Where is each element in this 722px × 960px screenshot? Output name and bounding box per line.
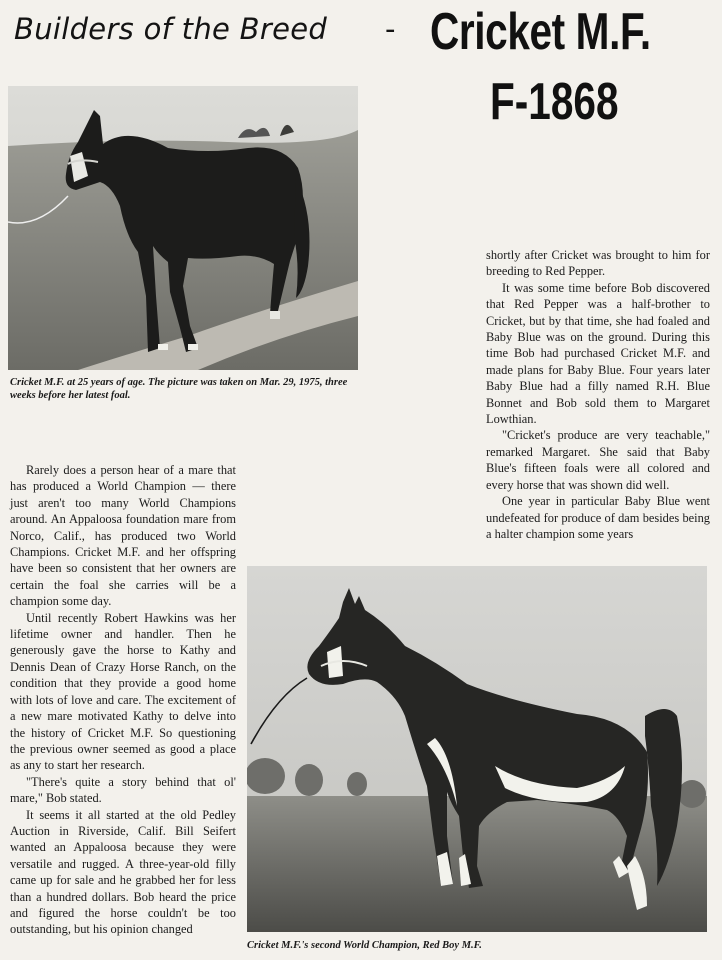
paragraph: Until recently Robert Hawkins was her lifetime owner and handler. Then he generously gave the horse to Kathy and Dennis Dean of Crazy Horse Ranch, on the condition that they provide a good home with lots of love and care. The excitement of a new mare motivated Kathy to delve into the history of Cricket M.F. So questioning the previous owner seemed as good a place as any to start her research. xyxy=(10,610,236,773)
paragraph: One year in particular Baby Blue went undefeated for produce of dam besides being a halter champion some years xyxy=(486,494,710,541)
registration-number: F-1868 xyxy=(490,73,619,131)
paragraph: "Cricket's produce are very teachable," remarked Margaret. She said that Baby Blue's fifteen foals were all colored and every horse that was shown did well. xyxy=(486,428,710,492)
horse-name-title: Cricket M.F. xyxy=(430,3,651,61)
article-left-column xyxy=(10,462,236,938)
paragraph: It was some time before Bob discovered that Red Pepper was a half-brother to Cricket, but by that time, she had foaled and Baby Blue was on the ground. During this time Bob had purchased Cricket M.F. and made plans for Baby Blue. Four years later Baby Blue had a filly named R.H. Blue Bonnet and Bob sold them to Margaret Lowthian. xyxy=(486,280,710,427)
cricket-photo xyxy=(8,86,358,370)
cricket-photo-image xyxy=(8,86,358,370)
title-separator: - xyxy=(385,12,396,46)
red-boy-photo-image xyxy=(247,566,707,932)
cricket-photo-caption: Cricket M.F. at 25 years of age. The picture was taken on Mar. 29, 1975, three weeks before her latest foal. xyxy=(10,377,348,401)
article-right-column xyxy=(486,247,710,542)
paragraph: "There's quite a story behind that ol' mare," Bob stated. xyxy=(10,774,236,806)
paragraph: It seems it all started at the old Pedley Auction in Riverside, Calif. Bill Seifert wanted an Appaloosa because they were versatile and rugged. A three-year-old filly came up for sale and he grabbed her for less than a hundred dollars. Bob heard the price and figured the horse couldn't be too outstanding, but his opinion changed xyxy=(10,807,236,937)
paragraph: Rarely does a person hear of a mare that has produced a World Champion — there just aren't too many World Champions around. An Appaloosa foundation mare from Norco, Calif., has produced two World Champions. Cricket M.F. and her offspring have been so consistent that her owners are certain the foal she carries will be a champion some day. xyxy=(10,463,236,609)
red-boy-photo xyxy=(247,566,707,932)
paragraph: shortly after Cricket was brought to him for breeding to Red Pepper. xyxy=(486,248,710,279)
red-boy-photo-caption: Cricket M.F.'s second World Champion, Red Boy M.F. xyxy=(247,940,482,951)
series-title: Builders of the Breed xyxy=(14,12,328,46)
